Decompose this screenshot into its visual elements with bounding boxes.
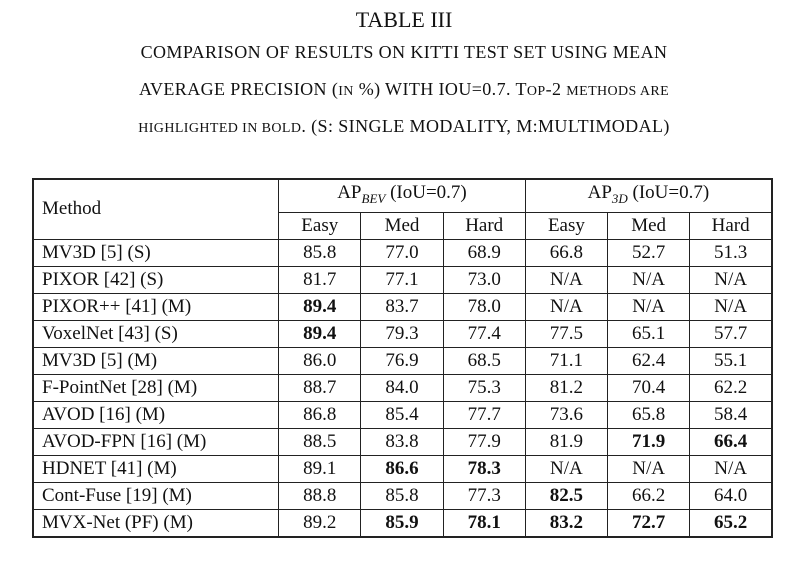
value-cell: 77.7 [443,401,525,428]
method-cell: PIXOR [42] (S) [33,266,279,293]
table-row [33,347,772,374]
value-cell: 81.7 [279,266,361,293]
value-cell: N/A [608,455,690,482]
value-cell: 52.7 [608,239,690,266]
table-row [33,401,772,428]
method-cell: PIXOR++ [41] (M) [33,293,279,320]
value-cell: 73.6 [525,401,607,428]
value-cell: 85.9 [361,509,443,537]
value-cell: N/A [608,293,690,320]
method-cell: HDNET [41] (M) [33,455,279,482]
value-cell: N/A [525,266,607,293]
value-cell: 73.0 [443,266,525,293]
value-cell: 85.8 [361,482,443,509]
value-cell: 88.7 [279,374,361,401]
value-cell: 65.2 [690,509,772,537]
value-cell: 55.1 [690,347,772,374]
header-3d-med: Med [608,212,690,239]
value-cell: 77.9 [443,428,525,455]
value-cell: N/A [608,266,690,293]
results-body [33,239,772,537]
value-cell: 85.8 [279,239,361,266]
value-cell: 82.5 [525,482,607,509]
value-cell: 65.1 [608,320,690,347]
value-cell: 58.4 [690,401,772,428]
table-row [33,482,772,509]
value-cell: 86.8 [279,401,361,428]
method-cell: AVOD-FPN [16] (M) [33,428,279,455]
value-cell: 72.7 [608,509,690,537]
value-cell: 77.3 [443,482,525,509]
value-cell: 83.2 [525,509,607,537]
table-row [33,320,772,347]
header-3d-hard: Hard [690,212,772,239]
header-3d-easy: Easy [525,212,607,239]
value-cell: 89.1 [279,455,361,482]
value-cell: N/A [690,293,772,320]
value-cell: 65.8 [608,401,690,428]
value-cell: 78.3 [443,455,525,482]
value-cell: 66.4 [690,428,772,455]
value-cell: 88.8 [279,482,361,509]
value-cell: 62.2 [690,374,772,401]
table-caption [0,6,808,145]
header-ap-bev: $AP_{BEV}$ (IoU=0.7) [279,179,526,212]
value-cell: 66.2 [608,482,690,509]
method-cell: VoxelNet [43] (S) [33,320,279,347]
value-cell: 83.8 [361,428,443,455]
method-cell: F-PointNet [28] (M) [33,374,279,401]
value-cell: 78.0 [443,293,525,320]
table-row [33,509,772,537]
header-method: Method [33,179,279,239]
value-cell: 89.4 [279,320,361,347]
value-cell: 89.2 [279,509,361,537]
value-cell: 78.1 [443,509,525,537]
header-bev-med: Med [361,212,443,239]
method-cell: Cont-Fuse [19] (M) [33,482,279,509]
method-cell: MVX-Net (PF) (M) [33,509,279,537]
table-label: TABLE III [355,7,453,32]
value-cell: 71.9 [608,428,690,455]
value-cell: 77.0 [361,239,443,266]
value-cell: 68.9 [443,239,525,266]
header-ap-3d: $AP_{3D}$ (IoU=0.7) [525,179,772,212]
value-cell: N/A [690,266,772,293]
table-row [33,455,772,482]
value-cell: 89.4 [279,293,361,320]
value-cell: 64.0 [690,482,772,509]
caption-line-1: COMPARISON OF RESULTS ON KITTI TEST SET USING MEAN [140,42,668,62]
value-cell: N/A [690,455,772,482]
value-cell: 70.4 [608,374,690,401]
value-cell: 79.3 [361,320,443,347]
value-cell: 88.5 [279,428,361,455]
value-cell: 84.0 [361,374,443,401]
value-cell: 76.9 [361,347,443,374]
value-cell: 66.8 [525,239,607,266]
table-row [33,428,772,455]
value-cell: 81.2 [525,374,607,401]
table-row [33,374,772,401]
value-cell: 68.5 [443,347,525,374]
value-cell: 57.7 [690,320,772,347]
value-cell: 85.4 [361,401,443,428]
value-cell: 75.3 [443,374,525,401]
value-cell: 77.1 [361,266,443,293]
table-row [33,266,772,293]
method-cell: MV3D [5] (M) [33,347,279,374]
header-bev-easy: Easy [279,212,361,239]
value-cell: 86.0 [279,347,361,374]
table-row [33,239,772,266]
value-cell: N/A [525,293,607,320]
caption-line-2: AVERAGE PRECISION (IN %) WITH IOU=0.7. TOP-2 METHODS ARE [138,79,670,99]
value-cell: 77.5 [525,320,607,347]
header-bev-hard: Hard [443,212,525,239]
method-cell: AVOD [16] (M) [33,401,279,428]
results-table [32,178,773,538]
value-cell: 86.6 [361,455,443,482]
value-cell: N/A [525,455,607,482]
value-cell: 83.7 [361,293,443,320]
value-cell: 51.3 [690,239,772,266]
value-cell: 62.4 [608,347,690,374]
caption-line-3: HIGHLIGHTED IN BOLD. (S: SINGLE MODALITY, M:MULTIMODAL) [138,116,670,136]
value-cell: 81.9 [525,428,607,455]
value-cell: 71.1 [525,347,607,374]
table-row [33,293,772,320]
method-cell: MV3D [5] (S) [33,239,279,266]
value-cell: 77.4 [443,320,525,347]
